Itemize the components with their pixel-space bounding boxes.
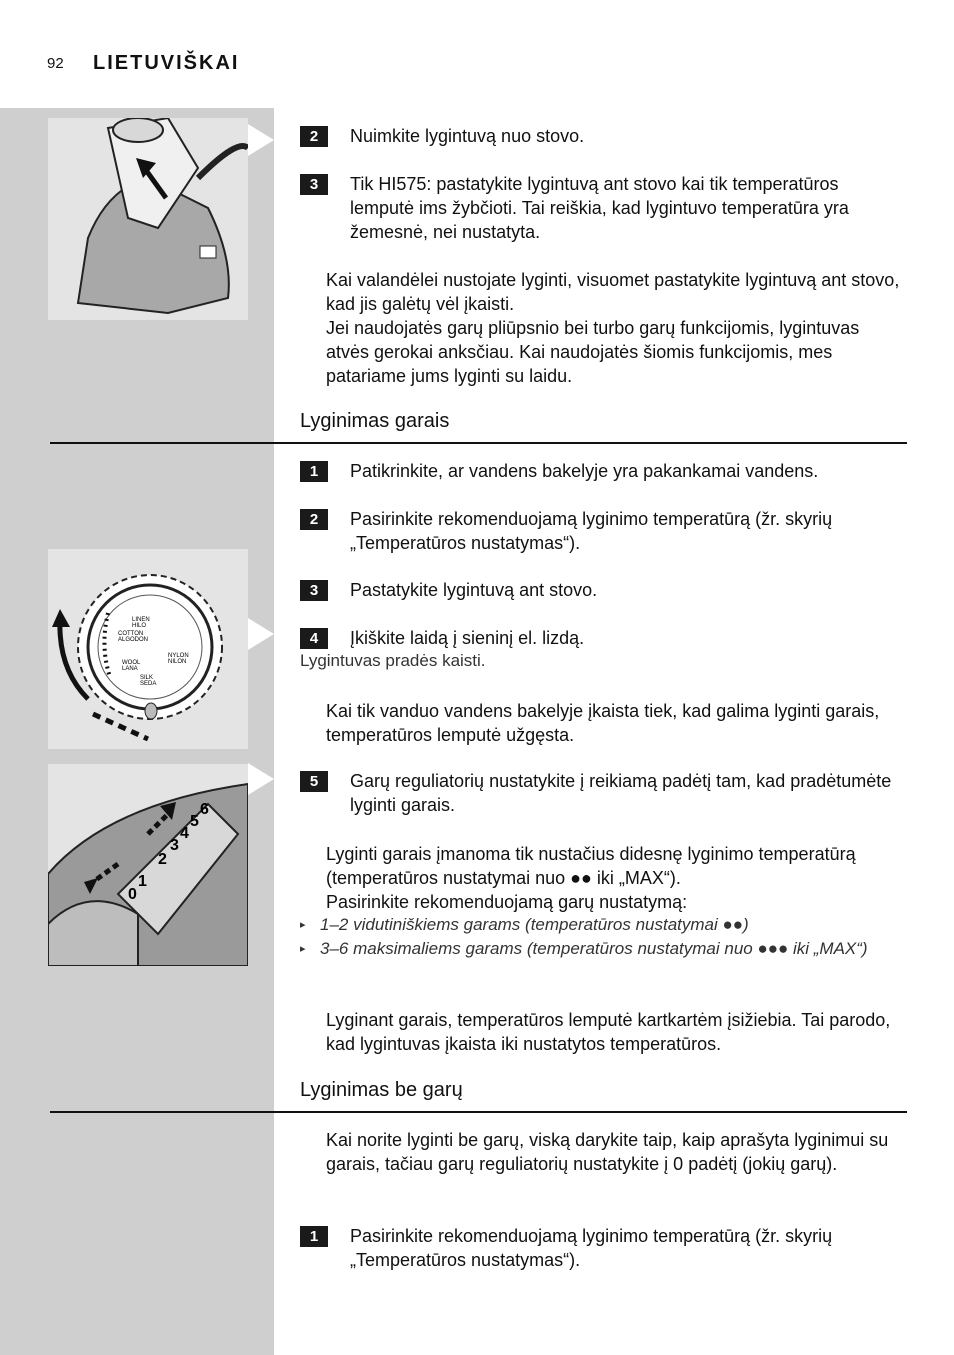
bullet-arrow-icon: ▸ (300, 919, 306, 931)
figure-pointer (248, 618, 274, 650)
instruction-step (300, 124, 906, 148)
paragraph: Lyginti garais įmanoma tik nustačius didesnę lyginimo temperatūrą (temperatūros nustatymai nuo ●● iki „MAX“). (326, 844, 856, 888)
steam-label: 6 (200, 801, 209, 818)
dial-label: WOOL (122, 660, 141, 666)
instruction-step (300, 769, 906, 817)
paragraph: Kai norite lyginti be garų, viską darykite taip, kaip aprašyta lyginimui su garais, tačiau garų reguliatorių nustatykite į 0 padėtį (jokių garų). (326, 1130, 889, 1174)
bullet-arrow-icon: ▸ (300, 943, 306, 955)
instruction-step (300, 578, 906, 602)
bullet-item (300, 937, 900, 961)
instruction-step (300, 172, 906, 244)
steam-control-illustration (48, 764, 248, 966)
dial-label: HILO (132, 623, 147, 629)
step-text: Pasirinkite rekomenduojamą lyginimo temperatūrą (žr. skyrių „Temperatūros nustatymas“). (350, 509, 833, 553)
page-language-title: LIETUVIŠKAI (93, 52, 240, 74)
dial-label: LANA (122, 666, 138, 672)
step-text: Tik HI575: pastatykite lygintuvą ant stovo kai tik temperatūros lemputė ims žybčioti. Tai reiškia, kad lygintuvo temperatūra yra žemesnė, nei nustatyta. (350, 174, 849, 242)
paragraph: Lyginant garais, temperatūros lemputė kartkartėm įsižiebia. Tai parodo, kad lygintuvas įkaista iki nustatytos temperatūros. (326, 1010, 891, 1054)
dial-label: COTTON (118, 631, 144, 637)
dial-label: ALGODON (118, 637, 149, 643)
figure-pointer (248, 763, 274, 795)
steam-label: 4 (180, 825, 189, 842)
figure-pointer (248, 124, 274, 156)
instruction-step (300, 459, 906, 483)
page-number: 92 (47, 55, 64, 72)
section-heading: Lyginimas be garų (300, 1079, 463, 1101)
paragraph: Jei naudojatės garų pliūpsnio bei turbo garų funkcijomis, lygintuvas atvės gerokai anksčiau. Kai naudojatės šiomis funkcijomis, mes patariame jums lyginti su laidu. (326, 318, 860, 386)
step-text: Garų reguliatorių nustatykite į reikiamą padėtį tam, kad pradėtumėte lyginti garais. (350, 771, 892, 815)
steam-label: 1 (138, 873, 147, 890)
step-number: 1 (300, 461, 328, 482)
step-number: 4 (300, 628, 328, 649)
step-number: 1 (300, 1226, 328, 1247)
dial-label: SEDA (140, 681, 157, 687)
paragraph: Kai valandėlei nustojate lyginti, visuomet pastatykite lygintuvą ant stovo, kad jis galėtų vėl įkaisti. (326, 270, 900, 314)
steam-label: 2 (158, 851, 167, 868)
instruction-step (300, 507, 906, 555)
temperature-dial-illustration (48, 549, 248, 749)
iron-on-stand-illustration (48, 118, 248, 320)
dial-label: SILK (140, 675, 154, 681)
step-result-note: Lygintuvas pradės kaisti. (300, 651, 486, 670)
section-heading: Lyginimas garais (300, 410, 450, 432)
instruction-step (300, 1224, 906, 1272)
instruction-step (300, 626, 906, 650)
step-number: 2 (300, 126, 328, 147)
bullet-text: 3–6 maksimaliems garams (temperatūros nustatymai nuo ●●● iki „MAX“) (320, 939, 868, 958)
paragraph: Pasirinkite rekomenduojamą garų nustatymą: (326, 892, 688, 912)
bullet-item (300, 913, 900, 937)
paragraph: Kai tik vanduo vandens bakelyje įkaista tiek, kad galima lyginti garais, temperatūros lemputė užgęsta. (326, 701, 880, 745)
steam-label: 3 (170, 837, 179, 854)
step-number: 3 (300, 580, 328, 601)
step-text: Įkiškite laidą į sieninį el. lizdą. (350, 628, 585, 648)
bullet-text: 1–2 vidutiniškiems garams (temperatūros nustatymai ●●) (320, 915, 749, 934)
section-divider (50, 442, 907, 444)
step-text: Pasirinkite rekomenduojamą lyginimo temperatūrą (žr. skyrių „Temperatūros nustatymas“). (350, 1226, 833, 1270)
step-text: Patikrinkite, ar vandens bakelyje yra pakankamai vandens. (350, 461, 819, 481)
dial-label: NILON (168, 659, 187, 665)
section-divider (50, 1111, 907, 1113)
step-text: Pastatykite lygintuvą ant stovo. (350, 580, 598, 600)
step-text: Nuimkite lygintuvą nuo stovo. (350, 126, 585, 146)
step-number: 3 (300, 174, 328, 195)
steam-label: 5 (190, 813, 199, 830)
steam-label: 0 (128, 886, 137, 903)
step-number: 2 (300, 509, 328, 530)
step-number: 5 (300, 771, 328, 792)
dial-label: LINEN (132, 617, 150, 623)
dial-label: NYLON (168, 653, 189, 659)
